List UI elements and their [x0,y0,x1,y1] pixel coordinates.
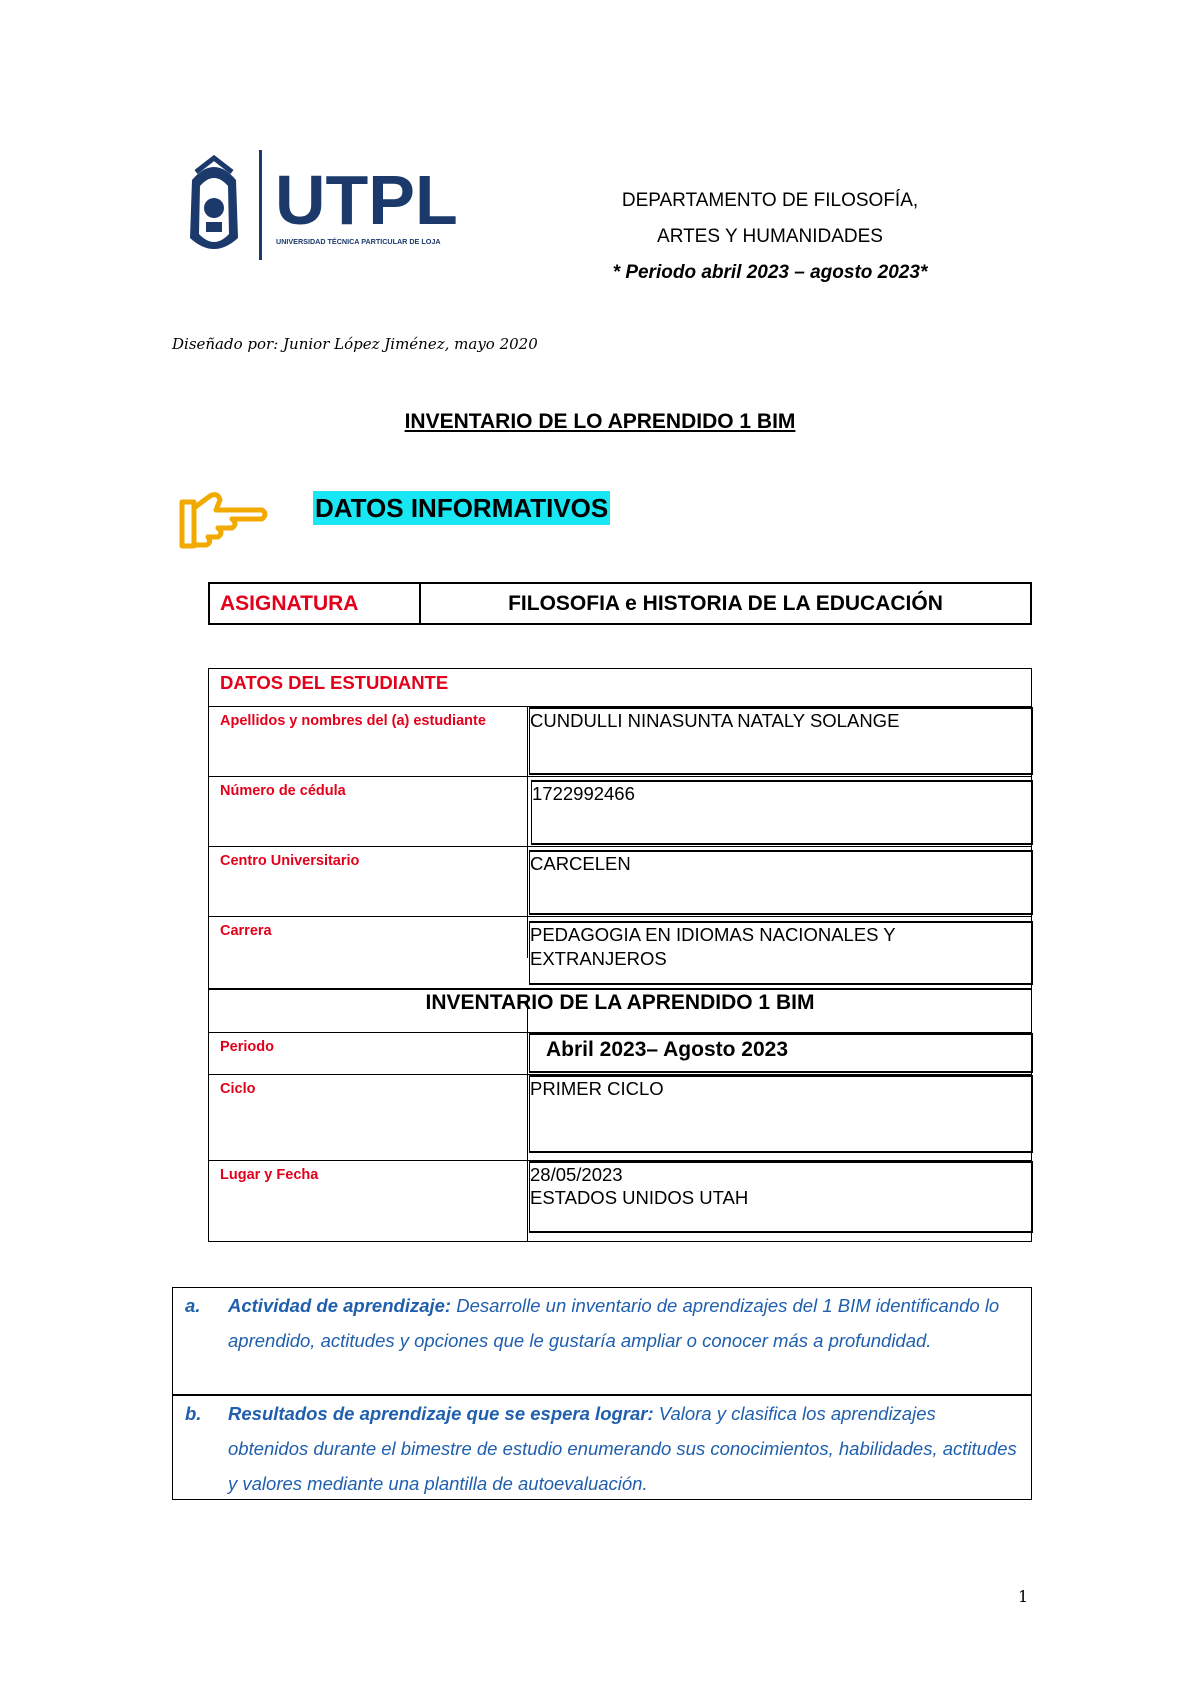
id-number-label: Número de cédula [220,783,346,799]
place-date-row [209,1160,1031,1243]
center-row [209,846,1031,917]
pointing-hand-icon [178,488,270,550]
activity-a-bold: Actividad de aprendizaje: [228,1295,452,1316]
department-line-2: ARTES Y HUMANIDADES [657,226,883,247]
student-heading: DATOS DEL ESTUDIANTE [220,672,449,693]
period-row [209,1032,1031,1075]
activity-b-letter: b. [185,1403,202,1424]
university-seal-icon [190,158,238,249]
subject-table [208,582,1032,625]
activity-b-row [173,1394,1031,1502]
section-title: DATOS INFORMATIVOS [315,493,609,523]
department-header [560,183,980,291]
subject-value: FILOSOFIA e HISTORIA DE LA EDUCACIÓN [420,583,1031,624]
utpl-logo [182,150,472,262]
student-name-row [209,706,1031,777]
id-number-row [209,776,1031,847]
center-label: Centro Universitario [220,853,360,869]
career-label: Carrera [220,923,272,939]
cycle-field[interactable]: PRIMER CICLO [529,1075,1033,1153]
inventory-heading: INVENTARIO DE LA APRENDIDO 1 BIM [425,991,815,1014]
cycle-label: Ciclo [220,1081,256,1097]
activity-a-text [228,1288,1021,1358]
id-number-field[interactable]: 1722992466 [531,780,1033,845]
career-value-line-1: PEDAGOGIA EN IDIOMAS NACIONALES Y [530,924,896,945]
logo-wordmark: UTPL [275,161,458,239]
activity-a-row [173,1288,1031,1393]
period-label: Periodo [220,1039,274,1055]
date-value: 28/05/2023 [530,1164,623,1185]
career-field[interactable] [529,921,1033,985]
activity-a-body: Desarrolle un inventario de aprendizajes del 1 BIM identificando lo aprendido, actitudes y opciones que le gustaría ampliar o conocer más a profundidad. [228,1295,1000,1351]
activity-b-text [228,1396,1021,1501]
logo-subtitle: UNIVERSIDAD TÉCNICA PARTICULAR DE LOJA [276,237,441,246]
place-date-label: Lugar y Fecha [220,1167,319,1183]
center-field[interactable]: CARCELEN [529,850,1033,915]
student-name-label: Apellidos y nombres del (a) estudiante [220,713,486,729]
activities-table [172,1287,1032,1500]
page-title: INVENTARIO DE LO APRENDIDO 1 BIM [404,410,796,433]
cycle-row [209,1074,1031,1161]
student-name-field[interactable]: CUNDULLI NINASUNTA NATALY SOLANGE [529,707,1033,775]
page-number: 1 [1018,1587,1029,1606]
period-field[interactable]: Abril 2023– Agosto 2023 [529,1033,1033,1073]
career-value-line-2: EXTRANJEROS [530,948,667,969]
place-date-field[interactable] [529,1161,1033,1233]
department-line-1: DEPARTAMENTO DE FILOSOFÍA, [621,190,919,211]
activity-b-bold: Resultados de aprendizaje que se espera lograr: [228,1403,654,1424]
designed-by: Diseñado por: Junior López Jiménez, mayo 2020 [172,335,538,353]
period-line: * Periodo abril 2023 – agosto 2023* [612,262,928,283]
student-data-table [208,668,1032,1242]
activity-b-body: Valora y clasifica los aprendizajes obtenidos durante el bimestre de estudio enumerando sus conocimientos, habilidades, actitudes y valores mediante una plantilla de autoevaluación. [228,1403,1017,1494]
place-value: ESTADOS UNIDOS UTAH [530,1187,749,1208]
subject-label: ASIGNATURA [209,583,420,624]
activity-a-letter: a. [185,1295,201,1316]
career-row [209,916,1031,987]
